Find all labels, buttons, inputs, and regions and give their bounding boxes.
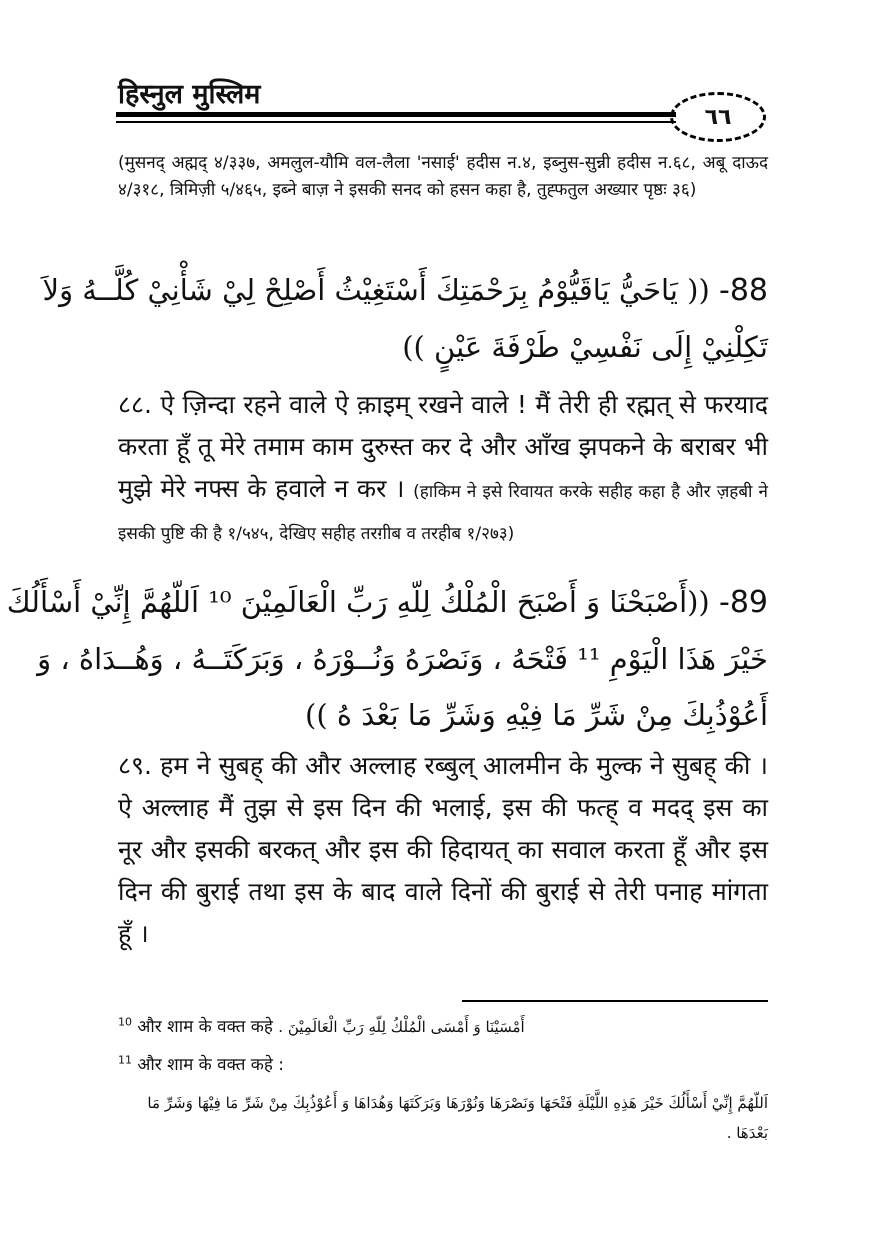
dua-89 <box>6 574 768 743</box>
dua-88 <box>42 262 768 375</box>
dua-89-line-1: 89- ((أَصْبَحْنَا وَ أَصْبَحَ الْمُلْكُ لِلّهِ رَبِّ الْعَالَمِيْنَ ¹⁰ اَللّهُمَّ إِنِّيْ أَسْأَلُكَ <box>6 585 768 620</box>
footnote-11-arabic: اَللّهُمَّ إِنِّيْ أَسْأَلُكَ خَيْرَ هَذِهِ اللَّيْلَةِ فَتْحَهَا وَنَصْرَهَا وَنُوْرَهَا وَبَرَكَتَهَا وَهُدَاهَا وَ أَعُوْذُبِكَ مِنْ شَرِّ مَا فِيْهَا وَشَرِّ مَا بَعْدَهَا . <box>147 1094 768 1142</box>
page-number: ٦٦ <box>704 104 732 130</box>
book-title: हिस्नुल मुस्लिम <box>118 79 261 110</box>
footnote-separator <box>462 1000 768 1002</box>
footnote-11 <box>118 1052 768 1075</box>
footnote-10-text: और शाम के वक्त कहे <box>137 1017 273 1037</box>
header-rule-thick <box>116 112 676 117</box>
footnote-10 <box>118 1014 768 1037</box>
footnote-11-mark: 11 <box>118 1053 132 1067</box>
page-number-badge <box>670 92 766 142</box>
footnote-10-mark: 10 <box>118 1015 132 1029</box>
header-rule-thin <box>116 121 676 123</box>
translation-88-text: ८८. ऐ ज़िन्दा रहने वाले ऐ क़ाइम् रखने वाले ! मैं तेरी ही रह्मत् से फरयाद करता हूँ तू मेरे तमाम काम दुरुस्त कर दे और आँख झपकने के बराबर भी मुझे मेरे नफ्स के हवाले न कर । <box>118 390 768 503</box>
translation-88 <box>118 384 768 552</box>
dua-88-number: 88- <box>718 273 768 308</box>
dua-89-number: 89- <box>718 585 768 620</box>
dua-89-line-3: أَعُوْذُبِكَ مِنْ شَرِّ مَا فِيْهِ وَشَرِّ مَا بَعْدَ هُ )) <box>305 698 768 732</box>
footnote-11-text: और शाम के वक्त कहे : <box>137 1055 285 1075</box>
dua-88-line-2: تَكِلْنِيْ إِلَى نَفْسِيْ طَرْفَةَ عَيْنٍ )) <box>402 330 768 364</box>
translation-88-reference: (हाकिम ने इसे रिवायत करके सहीह कहा है और ज़हबी ने इसकी पुष्टि की है १/५४५, देखिए सहीह तरग़ीब व तरहीब १/२७३) <box>118 482 768 544</box>
dua-88-line-1: 88- (( يَاحَيُّ يَاقَيُّوْمُ بِرَحْمَتِكَ أَسْتَغِيْثُ أَصْلِحْ لِيْ شَأْنِيْ كُلَّــهُ وَلاَ <box>42 273 768 308</box>
dua-89-line-2: خَيْرَ هَذَا الْيَوْمِ ¹¹ فَتْحَهُ ، وَنَصْرَهُ وَنُــوْرَهُ ، وَبَرَكَتَــهُ ، وَهُــدَاهُ ، وَ <box>37 642 768 676</box>
footnote-10-arabic: أَمْسَيْنَا وَ أَمْسَى الْمُلْكُ لِلّهِ رَبِّ الْعَالَمِيْنَ . <box>278 1018 525 1036</box>
translation-89: ८९. हम ने सुबह् की और अल्लाह रब्बुल् आलमीन के मुल्क ने सुबह् की । ऐ अल्लाह मैं तुझ से इस दिन की भलाई, इस की फत्ह् व मदद् इस का नूर और इसकी बरकत् और इस की हिदायत् का सवाल करता हूँ और इस दिन की बुराई तथा इस के बाद वाले दिनों की बुराई से तेरी पनाह मांगता हूँ । <box>118 751 768 948</box>
reference-87: (मुसनद् अह्मद् ४/३३७, अमलुल-यौमि वल-लैला 'नसाई' हदीस न.४, इब्नुस-सुन्नी हदीस न.६८, अबू दाऊद ४/३१८, त्रिमिज़ी ५/४६५, इब्ने बाज़ ने इसकी सनद को हसन कहा है, तुह्फतुल अख्यार पृष्ठः ३६) <box>118 153 768 200</box>
